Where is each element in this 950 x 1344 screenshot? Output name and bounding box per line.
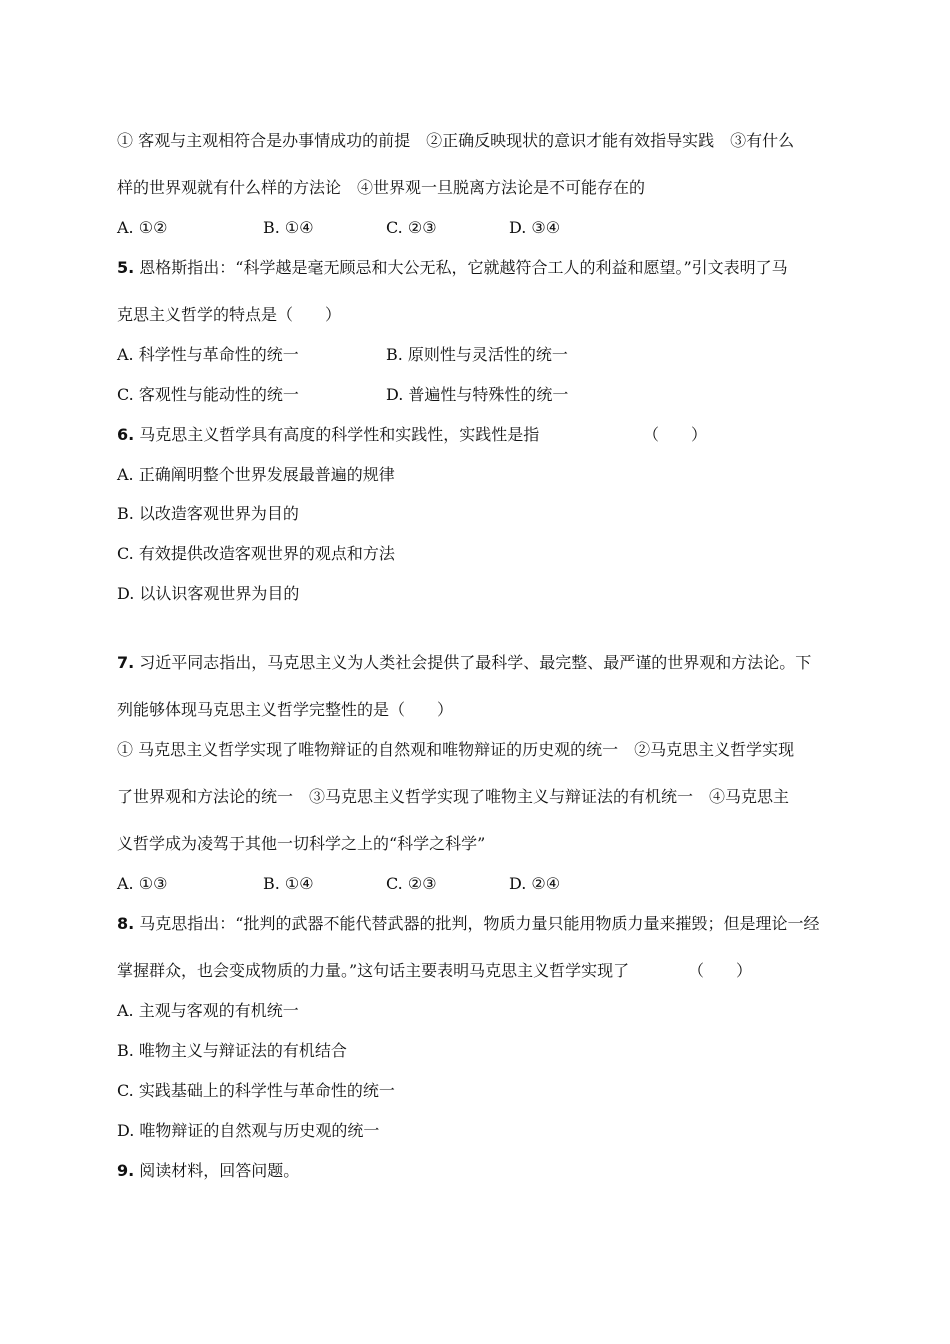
q7-number: 7. <box>117 653 135 672</box>
q7-statement-line-3: 义哲学成为凌驾于其他一切科学之上的“科学之科学” <box>117 834 486 853</box>
q7-option-d: D. ②④ <box>509 874 561 893</box>
q7-stem-line-1: 7. 习近平同志指出，马克思主义为人类社会提供了最科学、最完整、最严谨的世界观和方法论。下 <box>117 653 812 672</box>
q8-stem-line-2: 掌握群众，也会变成物质的力量。”这句话主要表明马克思主义哲学实现了 <box>117 961 630 980</box>
q6-answer-blank: （ ） <box>643 425 708 444</box>
q5-number: 5. <box>117 258 135 277</box>
q5-option-b: B. 原则性与灵活性的统一 <box>386 345 568 364</box>
q8-number: 8. <box>117 914 135 933</box>
q8-answer-blank: （ ） <box>688 961 753 980</box>
q5-stem-line-1: 5. 恩格斯指出：“科学越是毫无顾忌和大公无私，它就越符合工人的利益和愿望。”引文表明了马 <box>117 258 788 277</box>
q7-option-c: C. ②③ <box>386 874 437 893</box>
q7-stem-line-2: 列能够体现马克思主义哲学完整性的是（ ） <box>117 700 454 719</box>
q8-option-b: B. 唯物主义与辩证法的有机结合 <box>117 1041 347 1060</box>
q6-option-b: B. 以改造客观世界为目的 <box>117 504 299 523</box>
q8-option-c: C. 实践基础上的科学性与革命性的统一 <box>117 1081 395 1100</box>
q4-option-b: B. ①④ <box>263 218 314 237</box>
q6-option-c: C. 有效提供改造客观世界的观点和方法 <box>117 544 395 563</box>
q4-option-d: D. ③④ <box>509 218 561 237</box>
q6-number: 6. <box>117 425 135 444</box>
q4-option-a: A. ①② <box>117 218 168 237</box>
q4-statement-line-2: 样的世界观就有什么样的方法论 ④世界观一旦脱离方法论是不可能存在的 <box>117 178 646 197</box>
q6-option-a: A. 正确阐明整个世界发展最普遍的规律 <box>117 465 395 484</box>
q6-stem: 6. 马克思主义哲学具有高度的科学性和实践性，实践性是指 <box>117 425 540 444</box>
q4-statement-line-1: ① 客观与主观相符合是办事情成功的前提 ②正确反映现状的意识才能有效指导实践 ③有什么 <box>117 131 795 150</box>
q7-option-a: A. ①③ <box>117 874 168 893</box>
q7-statement-line-2: 了世界观和方法论的统一 ③马克思主义哲学实现了唯物主义与辩证法的有机统一 ④马克思主 <box>117 787 790 806</box>
q7-option-b: B. ①④ <box>263 874 314 893</box>
q5-stem-line-2: 克思主义哲学的特点是（ ） <box>117 305 342 324</box>
q8-option-a: A. 主观与客观的有机统一 <box>117 1001 299 1020</box>
q9-number: 9. <box>117 1161 135 1180</box>
q8-stem-line-1: 8. 马克思指出：“批判的武器不能代替武器的批判，物质力量只能用物质力量来摧毁；但是理论一经 <box>117 914 820 933</box>
q9-stem: 9. 阅读材料，回答问题。 <box>117 1161 300 1180</box>
q5-option-a: A. 科学性与革命性的统一 <box>117 345 299 364</box>
q5-option-c: C. 客观性与能动性的统一 <box>117 385 299 404</box>
q8-option-d: D. 唯物辩证的自然观与历史观的统一 <box>117 1121 380 1140</box>
q4-option-c: C. ②③ <box>386 218 437 237</box>
q6-option-d: D. 以认识客观世界为目的 <box>117 584 300 603</box>
q7-statement-line-1: ① 马克思主义哲学实现了唯物辩证的自然观和唯物辩证的历史观的统一 ②马克思主义哲学实现 <box>117 740 795 759</box>
q5-option-d: D. 普遍性与特殊性的统一 <box>386 385 569 404</box>
